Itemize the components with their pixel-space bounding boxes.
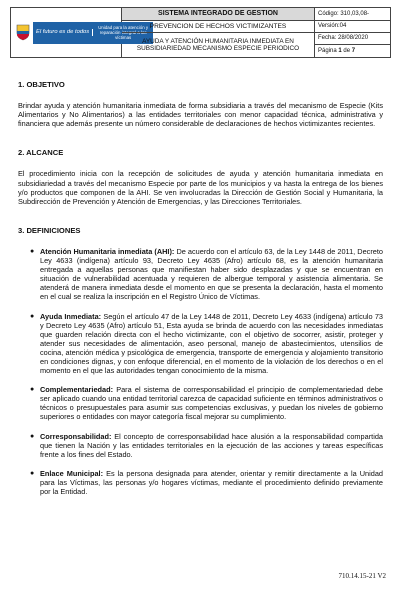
page-of-label: de xyxy=(343,47,351,54)
definitions-list xyxy=(18,247,383,496)
section-objetivo-text: Brindar ayuda y atención humanitaria inmediata de forma subsidiaria a través del mecanismo de Especie (Kits Alimentarios y No Alimentarios) a las entidades territoriales con menor capacidad técnica, administrativa y financiera que además presente un número considerable de declaraciones de hechos victimizantes recientes. xyxy=(18,101,383,129)
section-definiciones-title: 3. DEFINICIONES xyxy=(18,225,81,235)
document-version: Versión:04 xyxy=(315,21,390,33)
logo-sub-text: Unidad para la atención y reparación integral a las víctimas xyxy=(98,24,149,41)
section-alcance-title: 2. ALCANCE xyxy=(18,148,64,158)
form-code: 710.14.15-21 V2 xyxy=(338,572,386,580)
definition-text: Para el sistema de corresponsabilidad el principio de complementariedad debe ser aplicado cuando una entidad territorial carezca de capacidad suficiente en términos administrativos o técnicos o presupuestales para asumir sus competencias exclusivas, y puedan los niveles de gobierno superiores o entidades con mayor categoría fiscal mejorar su cumplimiento. xyxy=(40,385,383,422)
page-total: 7 xyxy=(351,47,356,54)
definition-item xyxy=(18,247,383,302)
definition-item xyxy=(18,432,383,459)
bullet-icon: ● xyxy=(30,469,35,477)
process-subtitle: PREVENCION DE HECHOS VICTIMIZANTES xyxy=(122,21,315,33)
colombia-shield-icon xyxy=(16,24,30,41)
document-body xyxy=(18,80,383,506)
page-label: Página xyxy=(318,47,337,54)
definition-term: Corresponsabilidad: xyxy=(40,431,112,441)
bullet-icon: ● xyxy=(30,386,35,394)
bullet-icon: ● xyxy=(30,247,35,255)
procedure-title: AYUDA Y ATENCIÓN HUMANITARIA INMEDIATA EN SUBSIDIARIEDAD MECANISMO ESPECIE PERIODICO xyxy=(122,33,315,57)
definition-text: De acuerdo con el artículo 63, de la Ley 1448 de 2011, Decreto Ley 4633 (indígena) artículo 93, Decreto Ley 4635 (Afro) artículo 68, es la atención humanitaria entregada a aquellas personas que manifiestan haber sido desplazadas y que se encuentran en situación de vulnerabilidad acentuada y requieren de albergue temporal y asistencia alimentaria. Se atenderá de manera inmediata desde el momento en que se presenta la declaración, hasta el momento en el cual se realiza la inscripción en el Registro Único de Víctimas. xyxy=(40,246,383,302)
bullet-icon: ● xyxy=(30,312,35,320)
definition-item xyxy=(18,312,383,376)
section-alcance-text: El procedimiento inicia con la recepción de solicitudes de ayuda y atención humanitaria inmediata en subsidiariedad a través del mecanismo Especie por parte de los municipios y va hasta la entrega de los bienes y/o productos que componen de la AHI. Se ven involucradas la Dirección de Gestión Social y Humanitaria, la Subdirección de Prevención y Atención de Emergencias, y las Direcciones Territoriales. xyxy=(18,169,383,206)
definition-item xyxy=(18,469,383,496)
definition-term: Ayuda Inmediata: xyxy=(40,311,102,321)
definition-text: Es la persona designada para atender, orientar y remitir directamente a la Unidad para las Víctimas, las personas y/o hogares víctimas, mediante el procedimiento definido previamente por la Entidad. xyxy=(40,468,383,496)
page-number xyxy=(315,45,390,57)
page-current: 1 xyxy=(338,47,342,54)
definition-term: Atención Humanitaria inmediata (AHI): xyxy=(40,246,175,256)
logo-cell xyxy=(11,8,149,57)
document-date: Fecha: 28/08/2020 xyxy=(315,33,390,45)
definition-text: El concepto de corresponsabilidad hace alusión a la responsabilidad compartida que tienen la Nación y las entidades territoriales en la ejecución de las acciones y tareas específicas frente a los fines del Estado. xyxy=(40,431,383,459)
definition-text: Según el artículo 47 de la Ley 1448 de 2011, Decreto Ley 4633 (indígena) artículo 73 y Decreto Ley 4635 (Afro) artículo 51, Esta ayuda se brinda de acuerdo con las necesidades inmediatas que guarden relación directa con el hecho victimizante, con el objetivo de socorrer, asistir, proteger y atender sus necesidades de alimentación, aseo personal, manejo de abastecimientos, utensilios de cocina, atención médica y psicológica de emergencia, transporte de emergencia y alojamiento transitorio en condiciones dignas, y con enfoque diferencial, en el momento de la violación de los derechos o en el momento en el que las autoridades tengan conocimiento de la misma. xyxy=(40,311,384,376)
definition-term: Enlace Municipal: xyxy=(40,468,104,478)
logo-main-text: El futuro es de todos xyxy=(36,29,93,36)
bullet-icon: ● xyxy=(30,432,35,440)
document-code: Código: 310,03,08- xyxy=(315,8,390,21)
definition-item xyxy=(18,385,383,421)
section-objetivo-title: 1. OBJETIVO xyxy=(18,80,65,89)
definition-term: Complementariedad: xyxy=(40,385,114,395)
system-title: SISTEMA INTEGRADO DE GESTION xyxy=(122,8,315,21)
document-header xyxy=(10,7,391,58)
